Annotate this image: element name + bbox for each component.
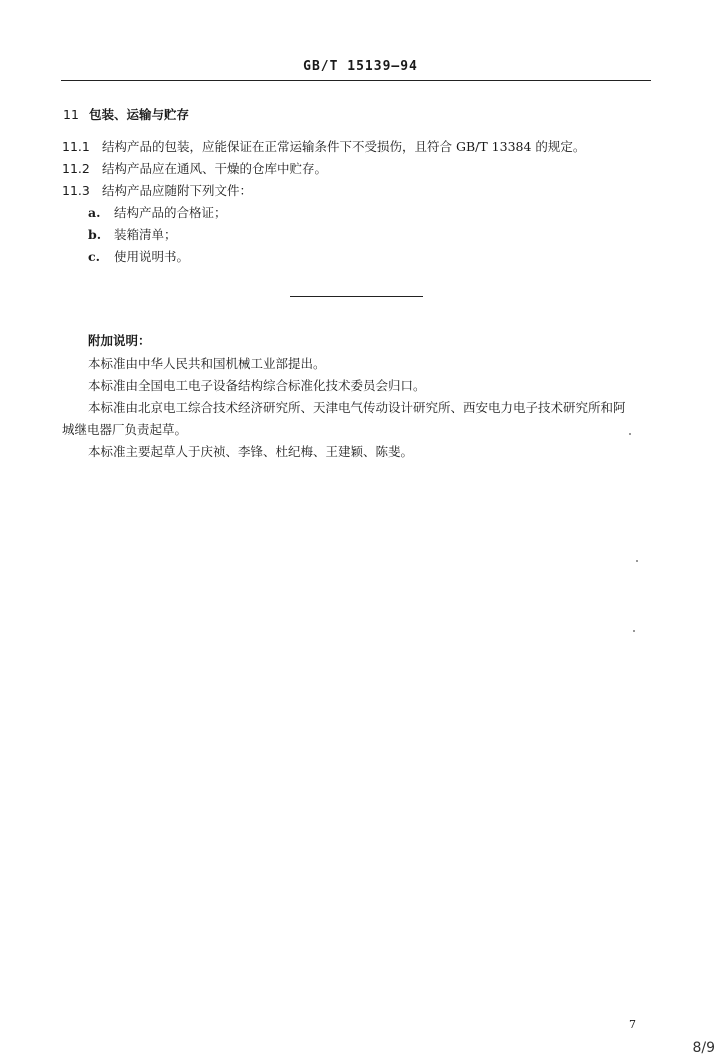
clause-number: 11.3 — [62, 183, 90, 198]
list-marker: b. — [88, 227, 102, 242]
clause-11-1 — [62, 139, 585, 155]
section-heading — [63, 107, 189, 123]
scan-speck — [629, 433, 631, 435]
section-title: 包装、运输与贮存 — [89, 107, 190, 122]
section-number: 11 — [63, 107, 79, 122]
clause-text: 结构产品应在通风、干燥的仓库中贮存。 — [102, 161, 328, 176]
scan-speck — [636, 560, 638, 562]
list-item-text: 结构产品的合格证； — [114, 205, 227, 220]
list-item-c — [88, 249, 189, 265]
clause-text: 结构产品应随附下列文件： — [102, 183, 253, 198]
notes-paragraph: 本标准由北京电工综合技术经济研究所、天津电气传动设计研究所、西安电力电子技术研究所和阿 — [88, 400, 626, 415]
clause-number: 11.1 — [62, 139, 90, 154]
header-rule — [61, 80, 651, 81]
clause-text: 结构产品的包装，应能保证在正常运输条件下不受损伤，且符合 GB/T 13384 的规定。 — [102, 139, 586, 154]
section-divider — [290, 296, 423, 297]
scan-speck — [633, 630, 635, 632]
notes-paragraph: 本标准主要起草人于庆祯、李锋、杜纪梅、王建颖、陈斐。 — [88, 444, 414, 459]
standard-code-header: GB/T 15139—94 — [303, 59, 418, 74]
list-marker: c. — [88, 249, 100, 264]
list-item-text: 装箱清单； — [114, 227, 177, 242]
notes-paragraph: 本标准由中华人民共和国机械工业部提出。 — [88, 356, 326, 371]
clause-11-3 — [62, 183, 252, 199]
list-marker: a. — [88, 205, 101, 220]
list-item-b — [88, 227, 177, 243]
list-item-text: 使用说明书。 — [114, 249, 190, 264]
notes-paragraph: 本标准由全国电工电子设备结构综合标准化技术委员会归口。 — [88, 378, 426, 393]
list-item-a — [88, 205, 227, 221]
clause-number: 11.2 — [62, 161, 90, 176]
additional-notes-heading: 附加说明： — [88, 333, 151, 348]
clause-11-2 — [62, 161, 327, 177]
page-number: 7 — [629, 1018, 636, 1031]
viewer-page-counter: 8/9 — [692, 1040, 715, 1056]
notes-paragraph-continuation: 城继电器厂负责起草。 — [62, 422, 188, 437]
